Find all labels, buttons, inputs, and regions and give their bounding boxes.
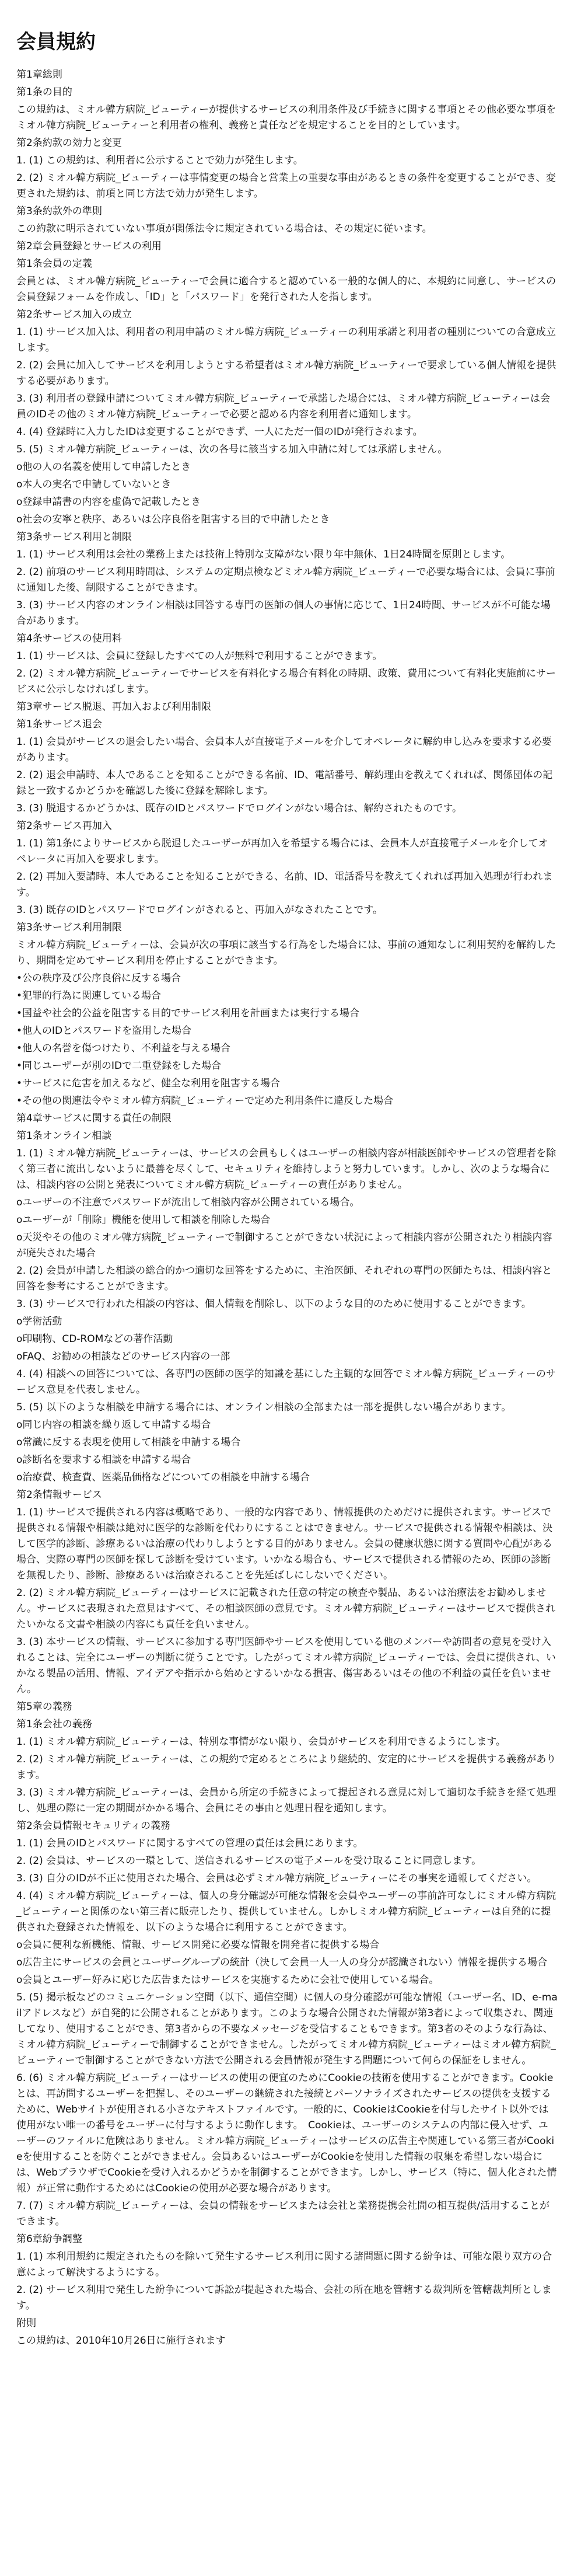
terms-line: 会員とは、ミオル韓方病院_ビューティーで会員に適合すると認めている一般的な個人的に、本規約に同意し、サービスの会員登録フォームを作成し、「ID」と「パスワード」を発行された人を指します。 (16, 275, 556, 303)
terms-line: 1. (1) 会員がサービスの退会したい場合、会員本人が直接電子メールを介してオペレータに解約申し込みを要求する必要があります。 (16, 735, 552, 764)
terms-line: 2. (2) ミオル韓方病院_ビューティーは事情変更の場合と営業上の重要な事由があるときの条件を変更することができ、変更された規約は、前項と同じ方法で効力が発生します。 (16, 172, 556, 200)
terms-line: 第1条サービス退会 (16, 718, 102, 730)
page-title: 会員規約 (16, 30, 96, 54)
terms-line: 3. (3) 利用者の登録申請についてミオル韓方病院_ビューティーで承諾した場合には、ミオル韓方病院_ビューティーは会員のIDその他のミオル韓方病院_ビューティーで必要と認める内容を利用者に通知します。 (16, 392, 551, 420)
terms-line: •他人の名誉を傷つけたり、不利益を与える場合 (16, 1042, 231, 1054)
terms-line: 7. (7) ミオル韓方病院_ビューティーは、会員の情報をサービスまたは会社と業務提携会社間の相互提供/活用することができます。 (16, 2199, 550, 2228)
terms-line: 第6章紛争調整 (16, 2233, 82, 2245)
terms-line: 第5章の義務 (16, 1700, 72, 1713)
terms-line: 第2条サービス加入の成立 (16, 308, 132, 320)
terms-line: 1. (1) 第1条によりサービスから脱退したユーザーが再加入を希望する場合には、会員本人が直接電子メールを介してオペレータに再加入を要求します。 (16, 837, 548, 865)
terms-line: o他の人の名義を使用して申請したとき (16, 461, 191, 473)
terms-line: 第2条会員情報セキュリティの義務 (16, 1819, 171, 1832)
terms-line: 5. (5) 掲示板などのコミュニケーション空間（以下、通信空間）に個人の身分確認が可能な情報（ユーザー名、ID、e-mailアドレスなど）が自発的に公開されることがあります。このような場合公開された情報が第3者によって収集され、関連してなり、使用することができ、第3者からの不要なメッセージを受信することもできます。第3者のそのような行為は、ミオル韓方病院_ビューティーで制御することができません。したがってミオル韓方病院_ビューティーはミオル韓方病院_ビューティーで制御することができない方法で公開される会員情報が発生する問題について何らの保証をしません。 (16, 1991, 558, 2066)
terms-line: 5. (5) 以下のような相談を申請する場合には、オンライン相談の全部または一部を提供しない場合があります。 (16, 1401, 512, 1413)
terms-line: 第1条の目的 (16, 86, 72, 98)
terms-line: 第4章サービスに関する責任の制限 (16, 1112, 172, 1124)
terms-line: o常識に反する表現を使用して相談を申請する場合 (16, 1436, 241, 1448)
terms-line: 第2条サービス再加入 (16, 820, 112, 832)
terms-line: この規約は、ミオル韓方病院_ビューティーが提供するサービスの利用条件及び手続きに関する事項とその他必要な事項をミオル韓方病院_ビューティーと利用者の権利、義務と責任などを規定することを目的としています。 (16, 103, 556, 131)
terms-line: o天災やその他のミオル韓方病院_ビューティーで制御することができない状況によって相談内容が公開されたり相談内容が廃失された場合 (16, 1231, 552, 1259)
terms-line: 2. (2) 退会申請時、本人であることを知ることができる名前、ID、電話番号、解約理由を教えてくれれば、関係団体の記録と一致するかどうかを確認した後に登録を解除します。 (16, 769, 553, 797)
terms-line: 3. (3) 本サービスの情報、サービスに参加する専門医師やサービスを使用している他のメンバーや訪問者の意見を受け入れることは、完全にユーザーの判断に従うことです。したがってミオル韓方病院_ビューティーでは、会員に提供され、いかなる製品の活用、情報、アイデアや指示から始めとするいかなる損害、傷害あるいはその他の不利益の責任を負いません。 (16, 1636, 556, 1695)
terms-line: 6. (6) ミオル韓方病院_ビューティーはサービスの使用の便宜のためにCookieの技術を使用することができます。Cookieとは、再訪問するユーザーを把握し、そのユーザーの継続された接続とパーソナライズされたサービスの提供を支援するために、Webサイトが使用される小さなテキストファイルです。一般的に、CookieはCookieを付与したサイト以外では使用がない唯一の番号をユーザーに付与するように動作します。 Cookieは、ユーザーのシステムの内部に侵入せず、ユーザーのファイルに危険はありません。ミオル韓方病院_ビューティーはサービスの広告主や関連している第三者がCookieを使用することを防ぐことができません。会員あるいはユーザーがCookieを使用した情報の収集を希望しない場合には、WebブラウザでCookieを受け入れるかどうかを制御することができます。しかし、サービス（特に、個人化された情報）が正常に動作するためにはCookieの使用が必要な場合があります。 (16, 2072, 557, 2194)
terms-line: この約款に明示されていない事項が関係法令に規定されている場合は、その規定に従います。 (16, 222, 432, 235)
terms-line: 5. (5) ミオル韓方病院_ビューティーは、次の各号に該当する加入申請に対しては承諾しません。 (16, 443, 448, 455)
terms-line: 第2条約款の効力と変更 (16, 137, 122, 149)
terms-line: 4. (4) ミオル韓方病院_ビューティーは、個人の身分確認が可能な情報を会員やユーザーの事前許可なしにミオル韓方病院_ビューティーと関係のない第三者に販売したり、提供していません。しかしミオル韓方病院_ビューティーは自発的に提供された登録された情報を、以下のような場合に利用することができます。 (16, 1890, 556, 1933)
terms-line: o会員とユーザー好みに応じた広告またはサービスを実施するために会社で使用している場合。 (16, 1974, 439, 1986)
terms-line: 2. (2) 会員は、サービスの一環として、送信されるサービスの電子メールを受け取ることに同意します。 (16, 1855, 482, 1867)
terms-line: •同じユーザーが別のIDで二重登録をした場合 (16, 1059, 222, 1072)
terms-line: 第3条サービス利用と制限 (16, 531, 132, 543)
terms-line: 第1章総則 (16, 68, 62, 81)
terms-line: ミオル韓方病院_ビューティーは、会員が次の事項に該当する行為をした場合には、事前の通知なしに利用契約を解約したり、期間を定めてサービス利用を停止することができます。 (16, 939, 556, 967)
terms-line: 1. (1) サービスで提供される内容は概略であり、一般的な内容であり、情報提供のためだけに提供されます。サービスで提供される情報や相談は絶対に医学的な診断を代わりにすることはできません。サービスで提供される情報や相談は、決して医学的診断、診療あるいは治療の代わりしようとする目的がありません。会員の健康状態に関する質問や心配がある場合、実際の専門の医師を探して診断を受けています。いかなる場合も、サービスで提供される情報のため、医師の診断を無視したり、診断、診療あるいは治療されることを先延ばしにしないでください。 (16, 1506, 553, 1581)
terms-line: •他人のIDとパスワードを盗用した場合 (16, 1024, 192, 1037)
terms-line: 第1条会員の定義 (16, 257, 92, 270)
terms-line: 第2条情報サービス (16, 1489, 102, 1501)
terms-line: o本人の実名で申請していないとき (16, 478, 172, 490)
terms-line: 2. (2) ミオル韓方病院_ビューティーはサービスに記載された任意の特定の検査や製品、あるいは治療法をお勧めしません。サービスに表現された意見はすべて、その相談医師の意見です。ミオル韓方病院_ビューティーはサービスで提供されたいかなる文書や相談の内容にも責任を負いません。 (16, 1587, 556, 1630)
terms-line: 2. (2) サービス利用で発生した紛争について訴訟が提起された場合、会社の所在地を管轄する裁判所を管轄裁判所とします。 (16, 2284, 552, 2312)
terms-line: 第3条サービス利用制限 (16, 921, 122, 933)
terms-line: 2. (2) ミオル韓方病院_ビューティーは、この規約で定めるところにより継続的、安定的にサービスを提供する義務があります。 (16, 1753, 556, 1781)
terms-line: 第2章会員登録とサービスの利用 (16, 240, 162, 252)
terms-line: 第4条サービスの使用料 (16, 632, 122, 644)
terms-line: 第3条約款外の準則 (16, 205, 102, 217)
terms-line: oユーザーの不注意でパスワードが流出して相談内容が公開されている場合。 (16, 1196, 360, 1208)
terms-line: 1. (1) サービス利用は会社の業務上または技術上特別な支障がない限り年中無休、1日24時間を原則とします。 (16, 548, 511, 560)
terms-line: 4. (4) 登録時に入力したIDは変更することができず、一人にただ一個のIDが発行されます。 (16, 426, 423, 438)
terms-line: 附則 (16, 2317, 36, 2329)
terms-line: 1. (1) この規約は、利用者に公示することで効力が発生します。 (16, 154, 303, 166)
terms-line: •犯罪的行為に関連している場合 (16, 989, 162, 1002)
terms-line: 3. (3) 既存のIDとパスワードでログインがされると、再加入がなされたことです。 (16, 904, 383, 916)
terms-line: 2. (2) 再加入要請時、本人であることを知ることができる、名前、ID、電話番号を教えてくれれば再加入処理が行われます。 (16, 870, 553, 898)
terms-line: 2. (2) 前項のサービス利用時間は、システムの定期点検などミオル韓方病院_ビューティーで必要な場合には、会員に事前に通知した後、制限することができます。 (16, 566, 555, 594)
terms-line: 1. (1) ミオル韓方病院_ビューティーは、特別な事情がない限り、会員がサービスを利用できるようにします。 (16, 1735, 506, 1748)
terms-line: 1. (1) サービスは、会員に登録したすべての人が無料で利用することができます。 (16, 650, 383, 662)
terms-line: 1. (1) 会員のIDとパスワードに関するすべての管理の責任は会員にあります。 (16, 1837, 363, 1849)
terms-line: o同じ内容の相談を繰り返して申請する場合 (16, 1418, 211, 1431)
terms-line: o治療費、検査費、医薬品価格などについての相談を申請する場合 (16, 1471, 310, 1483)
terms-line: この規約は、2010年10月26日に施行されます (16, 2334, 226, 2347)
terms-line: o印刷物、CD-ROMなどの著作活動 (16, 1333, 173, 1345)
terms-line: 1. (1) ミオル韓方病院_ビューティーは、サービスの会員もしくはユーザーの相談内容が相談医師やサービスの管理者を除く第三者に流出しないように最善を尽くして、セキュリティを維持しようと努力しています。しかし、次のような場合には、相談内容の公開と発表についてミオル韓方病院_ビューティーの責任がありません。 (16, 1147, 556, 1191)
terms-line: oユーザーが「削除」機能を使用して相談を削除した場合 (16, 1214, 271, 1226)
terms-line: 2. (2) ミオル韓方病院_ビューティーでサービスを有料化する場合有料化の時期、政策、費用について有料化実施前にサービスに公示しなければします。 (16, 667, 556, 695)
terms-line: o登録申請書の内容を虚偽で記載したとき (16, 496, 201, 508)
terms-line: 3. (3) ミオル韓方病院_ビューティーは、会員から所定の手続きによって提起される意見に対して適切な手続きを経て処理し、処理の際に一定の期間がかかる場合、会員にその事由と処理日程を通知します。 (16, 1786, 556, 1814)
terms-line: oFAQ、お勧めの相談などのサービス内容の一部 (16, 1350, 230, 1362)
terms-line: o学術活動 (16, 1315, 62, 1327)
terms-line: •その他の関連法令やミオル韓方病院_ビューティーで定めた利用条件に違反した場合 (16, 1094, 394, 1107)
terms-line: o診断名を要求する相談を申請する場合 (16, 1453, 191, 1466)
terms-line: 第3章サービス脱退、再加入および利用制限 (16, 700, 211, 713)
terms-line: 4. (4) 相談への回答については、各専門の医師の医学的知識を基にした主観的な回答でミオル韓方病院_ビューティーのサービス意見を代表しません。 (16, 1368, 556, 1396)
terms-line: 3. (3) 脱退するかどうかは、既存のIDとパスワードでログインがない場合は、解約されたものです。 (16, 802, 462, 814)
terms-line: 第1条会社の義務 (16, 1718, 92, 1730)
terms-line: •公の秩序及び公序良俗に反する場合 (16, 972, 181, 984)
terms-line: 2. (2) 会員に加入してサービスを利用しようとする希望者はミオル韓方病院_ビューティーで要求している個人情報を提供する必要があります。 (16, 359, 556, 387)
terms-line: 3. (3) サービス内容のオンライン相談は回答する専門の医師の個人の事情に応じて、1日24時間、サービスが不可能な場合があります。 (16, 599, 551, 627)
terms-line: o社会の安寧と秩序、あるいは公序良俗を阻害する目的で申請したとき (16, 513, 330, 525)
terms-line: 第1条オンライン相談 (16, 1130, 112, 1142)
terms-line: •国益や社会的公益を阻害する目的でサービス利用を計画または実行する場合 (16, 1007, 360, 1019)
terms-line: 1. (1) 本利用規約に規定されたものを除いて発生するサービス利用に関する諸問題に関する紛争は、可能な限り双方の合意によって解決するようにする。 (16, 2250, 552, 2278)
terms-body (16, 67, 558, 2349)
terms-line: o会員に便利な新機能、情報、サービス開発に必要な情報を開発者に提供する場合 (16, 1939, 380, 1951)
terms-line: 3. (3) 自分のIDが不正に使用された場合、会員は必ずミオル韓方病院_ビューティーにその事実を通報してください。 (16, 1872, 537, 1884)
terms-line: •サービスに危害を加えるなど、健全な利用を阻害する場合 (16, 1077, 281, 1089)
terms-line: o広告主にサービスの会員とユーザーグループの統計（決して会員一人一人の身分が認識されない）情報を提供する場合 (16, 1956, 548, 1968)
terms-line: 3. (3) サービスで行われた相談の内容は、個人情報を削除し、以下のような目的のために使用することができます。 (16, 1298, 531, 1310)
terms-line: 2. (2) 会員が申請した相談の総合的かつ適切な回答をするために、主治医師、それぞれの専門の医師たちは、相談内容と回答を参考にすることができます。 (16, 1264, 552, 1292)
terms-line: 1. (1) サービス加入は、利用者の利用申請のミオル韓方病院_ビューティーの利用承諾と利用者の種別についての合意成立します。 (16, 326, 556, 354)
